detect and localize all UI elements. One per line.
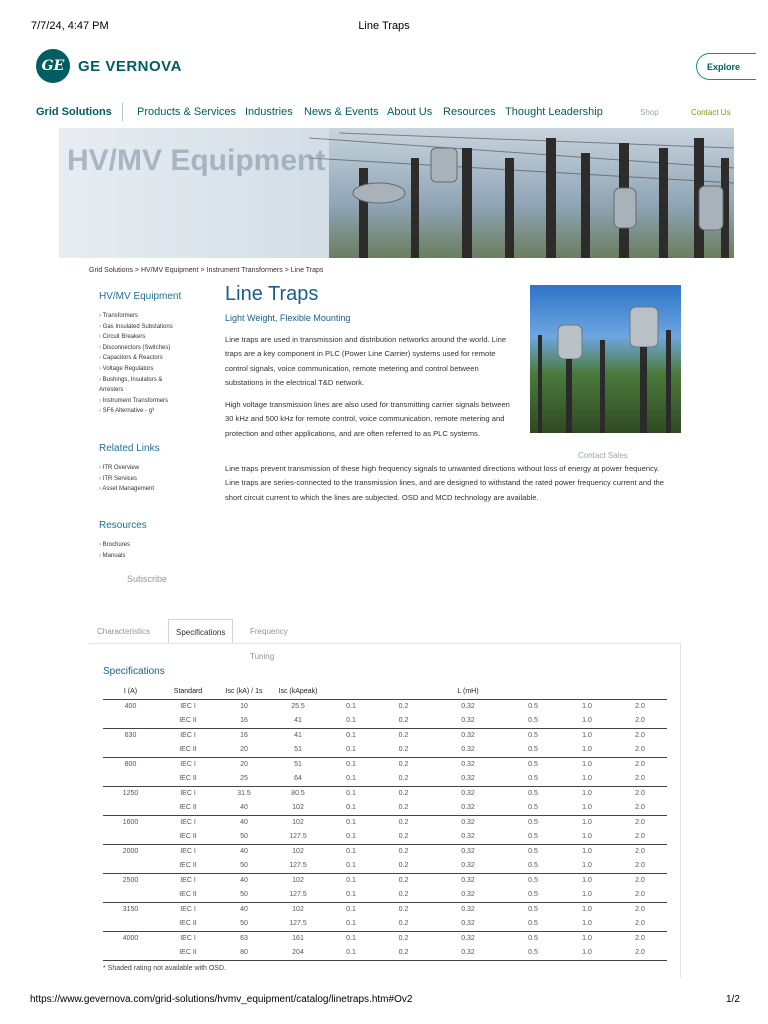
table-cell: 2000 (122, 848, 139, 855)
brand[interactable] (36, 48, 182, 84)
table-cell: 2.0 (613, 888, 667, 903)
nav-news-events[interactable]: News & Events (304, 106, 379, 118)
table-cell: 16 (240, 732, 248, 739)
table-cell: 0.32 (431, 743, 505, 758)
table-cell: IEC II (158, 917, 218, 932)
table-cell: 40 (240, 848, 248, 855)
table-cell: IEC I (180, 819, 196, 826)
table-cell: 0.2 (398, 819, 409, 826)
print-page-number: 1/2 (726, 994, 740, 1005)
table-cell: 0.2 (376, 772, 431, 787)
table-cell: 2.0 (613, 714, 667, 729)
table-cell: 1250 (122, 790, 139, 797)
table-cell: IEC I (180, 935, 196, 942)
table-cell: 1.0 (561, 772, 613, 787)
table-cell: 0.1 (326, 917, 376, 932)
sidebar-item-brochures[interactable]: › Brochures (99, 540, 130, 551)
table-cell: IEC II (158, 888, 218, 903)
table-cell: 20 (240, 761, 248, 768)
table-cell: 40 (240, 877, 248, 884)
line-trap-photo (530, 285, 681, 433)
table-cell: 0.32 (461, 761, 475, 768)
table-cell: 0.32 (431, 714, 505, 729)
sidebar-heading-resources[interactable]: Resources (99, 520, 147, 531)
ge-logo-icon: GE (36, 49, 70, 83)
table-cell: 0.5 (505, 743, 561, 758)
table-cell: 1.0 (561, 801, 613, 816)
table-cell: 63 (240, 935, 248, 942)
table-cell (103, 946, 158, 961)
table-row (103, 728, 667, 743)
table-row (103, 888, 667, 903)
table-cell: IEC I (180, 761, 196, 768)
table-row (103, 830, 667, 845)
table-cell: 1.0 (561, 830, 613, 845)
table-cell: 0.2 (398, 790, 409, 797)
table-cell (103, 772, 158, 787)
table-cell: 1.0 (582, 703, 592, 710)
table-row (103, 699, 667, 714)
header-blank-1 (326, 685, 376, 699)
table-cell: IEC II (158, 714, 218, 729)
table-cell: 2.0 (635, 848, 645, 855)
nav-resources[interactable]: Resources (443, 106, 496, 118)
table-cell: 0.2 (376, 801, 431, 816)
table-cell: 50 (218, 830, 270, 845)
table-cell: 800 (124, 761, 137, 768)
main-nav (36, 103, 736, 123)
table-cell: IEC I (180, 848, 196, 855)
table-cell: 0.5 (505, 772, 561, 787)
table-cell: 0.1 (346, 848, 356, 855)
table-cell: 0.32 (461, 935, 475, 942)
page-title: Line Traps (225, 283, 319, 305)
table-cell: 0.5 (528, 761, 538, 768)
table-cell: 127.5 (270, 917, 326, 932)
table-cell: IEC II (158, 743, 218, 758)
table-cell: 25 (218, 772, 270, 787)
sidebar-item-capacitors[interactable]: › Capacitors & Reactors (99, 353, 179, 364)
table-cell: 0.32 (461, 732, 475, 739)
nav-industries[interactable]: Industries (245, 106, 293, 118)
table-cell: 4000 (122, 935, 139, 942)
brand-name: GE VERNOVA (78, 57, 182, 75)
table-cell: 0.1 (326, 859, 376, 874)
table-cell: 2.0 (635, 703, 645, 710)
nav-shop[interactable]: Shop (640, 108, 659, 117)
table-cell: 0.1 (346, 790, 356, 797)
tab-specifications[interactable]: Specifications (168, 619, 233, 644)
table-cell: 0.1 (346, 906, 356, 913)
sidebar-equipment-list (99, 311, 179, 417)
spec-header-row (103, 685, 667, 699)
table-cell: 0.2 (398, 877, 409, 884)
spec-footnote: * Shaded rating not available with OSD. (103, 965, 226, 972)
table-row (103, 757, 667, 772)
print-datetime: 7/7/24, 4:47 PM (31, 20, 109, 32)
table-cell: 0.32 (461, 906, 475, 913)
table-cell (103, 830, 158, 845)
tab-frequency-tuning[interactable]: Frequency Tuning (250, 627, 288, 661)
table-cell: 0.5 (505, 801, 561, 816)
nav-thought-leadership[interactable]: Thought Leadership (505, 106, 603, 118)
table-cell: 0.32 (461, 877, 475, 884)
table-cell: IEC I (180, 703, 196, 710)
table-cell (103, 801, 158, 816)
table-cell: 3150 (122, 906, 139, 913)
table-row (103, 844, 667, 859)
table-row (103, 786, 667, 801)
print-header (0, 0, 768, 40)
table-cell: 127.5 (270, 888, 326, 903)
table-cell: 0.5 (528, 819, 538, 826)
intro-paragraph-3: Line traps prevent transmission of these high frequency signals to unwanted directions without loss of energy at power frequency. Line traps are series-connected to the transmission lines, and are designed to withstand the rated power frequency current and the short circuit current to which the lines are subjected. OSD and MCD technology are available. (225, 464, 665, 502)
table-cell: 102 (292, 819, 304, 826)
table-cell: 630 (124, 732, 137, 739)
table-cell: 0.5 (528, 703, 538, 710)
table-cell: 2.0 (635, 819, 645, 826)
table-cell: 2.0 (613, 946, 667, 961)
table-row (103, 917, 667, 932)
table-cell: IEC I (180, 732, 196, 739)
table-cell: 2.0 (613, 772, 667, 787)
table-cell: 102 (292, 906, 304, 913)
table-cell: 16 (218, 714, 270, 729)
header-current: I (A) (103, 685, 158, 699)
table-cell: 50 (218, 888, 270, 903)
line-trap-illustration (530, 285, 681, 433)
table-cell: 31.5 (237, 790, 251, 797)
print-footer (0, 994, 768, 1014)
nav-divider (122, 103, 123, 121)
table-cell: 2.0 (613, 859, 667, 874)
table-cell: 0.2 (398, 732, 409, 739)
header-blank-3 (505, 685, 561, 699)
table-cell: 204 (270, 946, 326, 961)
table-cell: 1.0 (561, 859, 613, 874)
table-cell: 0.2 (376, 917, 431, 932)
table-cell: 1.0 (582, 906, 592, 913)
table-cell: 400 (124, 703, 137, 710)
header-inductance: L (mH) (431, 685, 505, 699)
table-cell: 1.0 (582, 935, 592, 942)
sidebar-resources-list (99, 540, 130, 561)
header-isc-1s: Isc (kA) / 1s (218, 685, 270, 699)
table-cell: 0.2 (376, 743, 431, 758)
sidebar-item-sf6-alternative[interactable]: › SF6 Alternative - g³ (99, 406, 179, 417)
table-cell: 1.0 (582, 790, 592, 797)
table-cell: 2.0 (635, 732, 645, 739)
table-cell: 0.1 (326, 888, 376, 903)
nav-products-services[interactable]: Products & Services (137, 106, 237, 118)
nav-contact-us[interactable]: Contact Us (691, 108, 731, 117)
table-cell: 1.0 (561, 946, 613, 961)
table-cell: 0.1 (326, 801, 376, 816)
table-cell: 0.2 (398, 761, 409, 768)
tab-characteristics[interactable]: Characteristics (97, 627, 150, 636)
table-cell: 2.0 (635, 906, 645, 913)
header-isc-peak: Isc (kApeak) (270, 685, 326, 699)
sidebar-related-list (99, 463, 154, 495)
table-cell: 2.0 (613, 917, 667, 932)
contact-sales-link[interactable]: Contact Sales (578, 451, 628, 460)
sidebar-item-asset-management[interactable]: › Asset Management (99, 484, 154, 495)
nav-about-us[interactable]: About Us (387, 106, 433, 118)
table-cell: 0.1 (346, 819, 356, 826)
table-cell: 1.0 (561, 714, 613, 729)
table-cell: 0.5 (505, 830, 561, 845)
table-cell: 0.1 (346, 877, 356, 884)
table-cell: 10 (240, 703, 248, 710)
table-cell: 0.2 (398, 935, 409, 942)
table-cell: 50 (218, 917, 270, 932)
sidebar-item-itr-overview[interactable]: › ITR Overview (99, 463, 154, 474)
table-row (103, 931, 667, 946)
table-cell: 102 (292, 877, 304, 884)
table-cell: 51 (294, 761, 302, 768)
intro-paragraph-2: High voltage transmission lines are also used for transmitting carrier signals between 30 kHz and 500 kHz for remote control, voice communication, remote metering and protection and other applications, and are often referred to as PLC systems. (225, 400, 510, 438)
table-cell: 0.5 (505, 888, 561, 903)
header-blank-5 (613, 685, 667, 699)
table-cell: 1.0 (582, 732, 592, 739)
table-cell: 1.0 (561, 743, 613, 758)
table-cell: 0.5 (505, 917, 561, 932)
table-cell: 40 (240, 906, 248, 913)
table-cell: IEC II (158, 859, 218, 874)
hero-banner (59, 128, 734, 258)
sidebar-item-gis[interactable]: › Gas Insulated Substations (99, 322, 179, 333)
table-row (103, 801, 667, 816)
table-cell: IEC II (158, 830, 218, 845)
table-cell (103, 743, 158, 758)
table-cell: 127.5 (270, 859, 326, 874)
table-cell: 0.1 (326, 743, 376, 758)
table-cell: 0.1 (346, 935, 356, 942)
sidebar-heading-related[interactable]: Related Links (99, 443, 160, 454)
table-cell: 0.5 (505, 714, 561, 729)
table-cell: 0.32 (431, 946, 505, 961)
table-cell: 80 (218, 946, 270, 961)
table-cell: 161 (292, 935, 304, 942)
table-cell: 0.2 (376, 859, 431, 874)
table-cell: 0.1 (326, 830, 376, 845)
sidebar-item-voltage-regulators[interactable]: › Voltage Regulators (99, 364, 179, 375)
table-cell (103, 888, 158, 903)
table-cell: 40 (218, 801, 270, 816)
table-cell: 0.5 (528, 877, 538, 884)
explore-button[interactable]: Explore (696, 53, 756, 80)
table-row (103, 714, 667, 729)
table-cell: 1.0 (582, 877, 592, 884)
table-row (103, 743, 667, 758)
table-cell (103, 917, 158, 932)
table-cell: 0.5 (528, 732, 538, 739)
table-cell: 0.32 (431, 772, 505, 787)
page-subtitle: Light Weight, Flexible Mounting (225, 313, 351, 323)
spec-table (103, 685, 667, 961)
table-cell: 0.1 (346, 761, 356, 768)
table-cell: 0.2 (376, 946, 431, 961)
table-cell: IEC I (180, 790, 196, 797)
table-cell: 0.32 (461, 790, 475, 797)
table-cell: 2.0 (613, 801, 667, 816)
table-cell: 40 (240, 819, 248, 826)
table-cell: 2.0 (635, 935, 645, 942)
table-cell: 1.0 (561, 917, 613, 932)
table-cell: 0.5 (528, 848, 538, 855)
table-cell: 1.0 (582, 761, 592, 768)
table-cell: 0.5 (528, 790, 538, 797)
table-cell: 1.0 (582, 848, 592, 855)
sidebar-item-itr-services[interactable]: › ITR Services (99, 474, 154, 485)
header-blank-4 (561, 685, 613, 699)
table-cell: 41 (270, 714, 326, 729)
table-cell: IEC II (158, 772, 218, 787)
table-cell: 0.32 (431, 888, 505, 903)
table-cell: IEC I (180, 877, 196, 884)
table-row (103, 902, 667, 917)
intro-paragraph-1: Line traps are used in transmission and distribution networks around the world. Line traps are a key component in PLC (Power Line Carrier) systems used for remote control signals, voice communication, remote metering and control between substations in the electrical T&D network. (225, 335, 507, 387)
header-blank-2 (376, 685, 431, 699)
print-url: https://www.gevernova.com/grid-solutions/hvmv_equipment/catalog/linetraps.htm#Ov2 (30, 994, 413, 1005)
table-cell: 2.0 (613, 830, 667, 845)
header-standard: Standard (158, 685, 218, 699)
sidebar-item-instrument-transformers[interactable]: › Instrument Transformers (99, 396, 179, 407)
table-cell: 1600 (122, 819, 139, 826)
table-cell: 1.0 (561, 888, 613, 903)
table-cell: 0.5 (505, 946, 561, 961)
banner-ghost-text: HV/MV Equipment (67, 144, 326, 177)
table-cell: 0.1 (326, 772, 376, 787)
table-cell: 0.1 (346, 703, 356, 710)
table-cell: 25.5 (291, 703, 305, 710)
sidebar-item-disconnectors[interactable]: › Disconnectors (Switches) (99, 343, 179, 354)
table-cell: 50 (218, 859, 270, 874)
table-cell (103, 714, 158, 729)
sidebar-item-transformers[interactable]: › Transformers (99, 311, 179, 322)
table-cell: 20 (218, 743, 270, 758)
table-row (103, 772, 667, 787)
table-cell: 64 (270, 772, 326, 787)
table-cell: IEC II (158, 801, 218, 816)
table-cell: 0.2 (398, 848, 409, 855)
print-title: Line Traps (358, 20, 410, 32)
table-cell: 0.1 (326, 714, 376, 729)
table-cell (103, 859, 158, 874)
table-cell: 0.32 (431, 859, 505, 874)
table-cell: 51 (270, 743, 326, 758)
table-cell: 0.32 (461, 819, 475, 826)
table-cell: 102 (292, 848, 304, 855)
table-cell: 0.32 (461, 703, 475, 710)
table-cell: 0.2 (376, 888, 431, 903)
table-cell: 127.5 (270, 830, 326, 845)
nav-grid-solutions[interactable]: Grid Solutions (36, 106, 112, 118)
table-row (103, 946, 667, 961)
table-cell: 41 (294, 732, 302, 739)
table-cell: 2.0 (635, 790, 645, 797)
table-cell: 80.5 (291, 790, 305, 797)
table-cell: 0.5 (528, 935, 538, 942)
table-cell: 0.32 (431, 801, 505, 816)
table-cell: 0.32 (461, 848, 475, 855)
table-cell: 0.2 (398, 906, 409, 913)
breadcrumb[interactable]: Grid Solutions > HV/MV Equipment > Instrument Transformers > Line Traps (89, 267, 324, 274)
sidebar-item-bushings[interactable]: › Bushings, Insulators & Arresters (99, 375, 179, 396)
table-cell: IEC I (180, 906, 196, 913)
table-cell: IEC II (158, 946, 218, 961)
sidebar-item-manuals[interactable]: › Manuals (99, 551, 130, 562)
table-cell: 0.5 (528, 906, 538, 913)
table-cell: 2.0 (635, 761, 645, 768)
table-cell: 0.5 (505, 859, 561, 874)
table-cell: 0.2 (376, 714, 431, 729)
sidebar-item-circuit-breakers[interactable]: › Circuit Breakers (99, 332, 179, 343)
table-cell: 0.32 (431, 917, 505, 932)
table-cell: 2.0 (613, 743, 667, 758)
table-cell: 0.2 (398, 703, 409, 710)
table-cell: 2500 (122, 877, 139, 884)
table-cell: 0.1 (326, 946, 376, 961)
sidebar-heading-equipment[interactable]: HV/MV Equipment (99, 291, 182, 302)
spec-title: Specifications (103, 666, 165, 677)
table-cell: 0.2 (376, 830, 431, 845)
table-row (103, 859, 667, 874)
table-cell: 2.0 (635, 877, 645, 884)
table-row (103, 873, 667, 888)
subscribe-link[interactable]: Subscribe (127, 574, 168, 584)
table-row (103, 815, 667, 830)
table-cell: 102 (270, 801, 326, 816)
table-cell: 1.0 (582, 819, 592, 826)
table-cell: 0.1 (346, 732, 356, 739)
table-cell: 0.32 (431, 830, 505, 845)
spec-table-body (103, 699, 667, 960)
